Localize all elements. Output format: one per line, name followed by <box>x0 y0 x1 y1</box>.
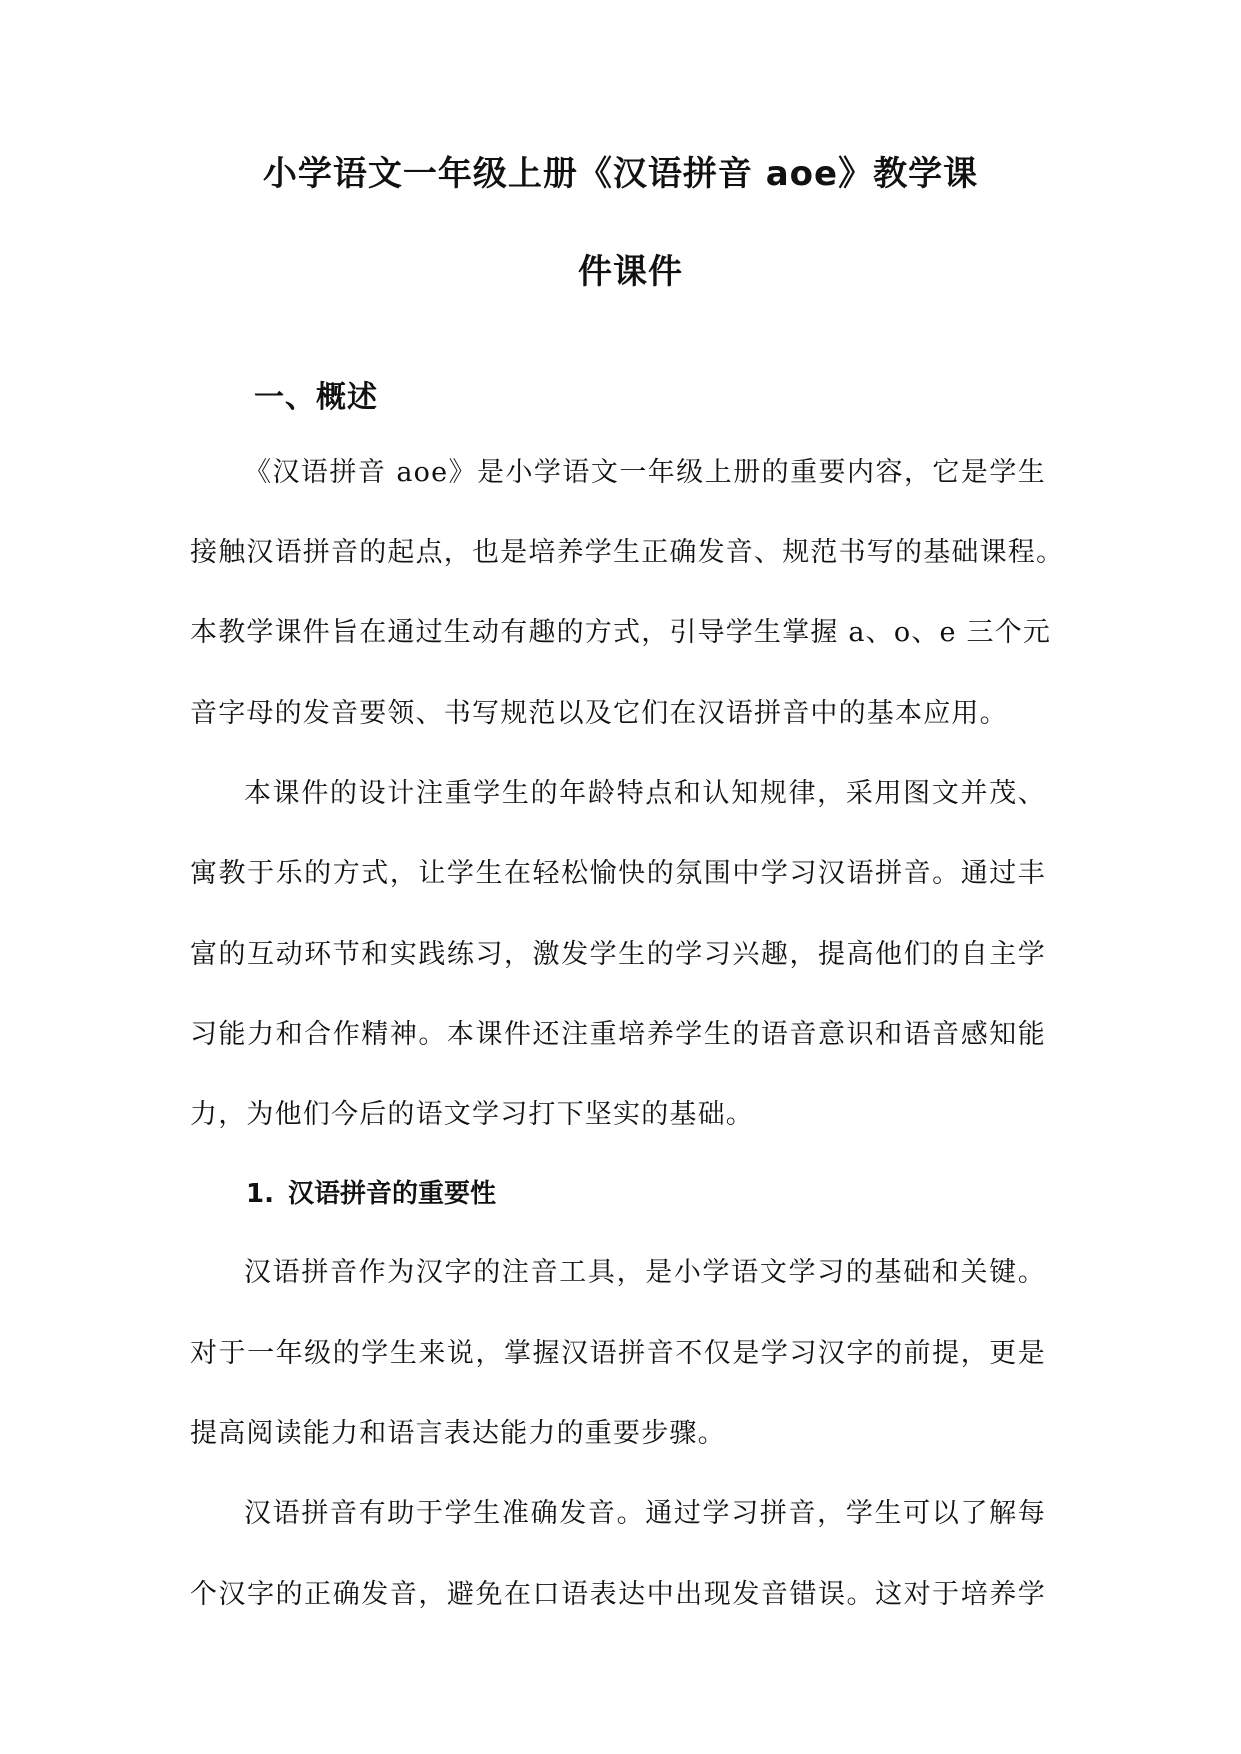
subsection-heading <box>246 1176 496 1212</box>
paragraph-line: 习能力和合作精神。本课件还注重培养学生的语音意识和语音感知能 <box>190 1019 1046 1050</box>
document-title-line-2: 件课件 <box>578 252 683 292</box>
paragraph-line: 个汉字的正确发音，避免在口语表达中出现发音错误。这对于培养学 <box>190 1579 1046 1610</box>
paragraph-line: 接触汉语拼音的起点，也是培养学生正确发音、规范书写的基础课程。 <box>190 537 1065 568</box>
paragraph-line: 对于一年级的学生来说，掌握汉语拼音不仅是学习汉字的前提，更是 <box>190 1338 1046 1369</box>
paragraph-line: 音字母的发音要领、书写规范以及它们在汉语拼音中的基本应用。 <box>190 698 1008 729</box>
section-heading-overview: 一、概述 <box>254 380 378 415</box>
paragraph-line: 汉语拼音作为汉字的注音工具，是小学语文学习的基础和关键。 <box>244 1257 1046 1288</box>
paragraph-line: 本课件的设计注重学生的年龄特点和认知规律，采用图文并茂、 <box>244 778 1046 809</box>
subsection-number: 1. <box>246 1179 274 1209</box>
paragraph-line: 提高阅读能力和语言表达能力的重要步骤。 <box>190 1418 726 1449</box>
paragraph-line: 富的互动环节和实践练习，激发学生的学习兴趣，提高他们的自主学 <box>190 939 1046 970</box>
document-title-line-1: 小学语文一年级上册《汉语拼音 aoe》教学课 <box>262 154 979 194</box>
paragraph-line: 《汉语拼音 aoe》是小学语文一年级上册的重要内容，它是学生 <box>244 457 1046 488</box>
paragraph-line: 寓教于乐的方式，让学生在轻松愉快的氛围中学习汉语拼音。通过丰 <box>190 858 1046 889</box>
paragraph-line: 本教学课件旨在通过生动有趣的方式，引导学生掌握 a、o、e 三个元 <box>190 617 1052 648</box>
subsection-title: 汉语拼音的重要性 <box>288 1179 497 1209</box>
paragraph-line: 力，为他们今后的语文学习打下坚实的基础。 <box>190 1099 754 1130</box>
paragraph-line: 汉语拼音有助于学生准确发音。通过学习拼音，学生可以了解每 <box>244 1498 1046 1529</box>
